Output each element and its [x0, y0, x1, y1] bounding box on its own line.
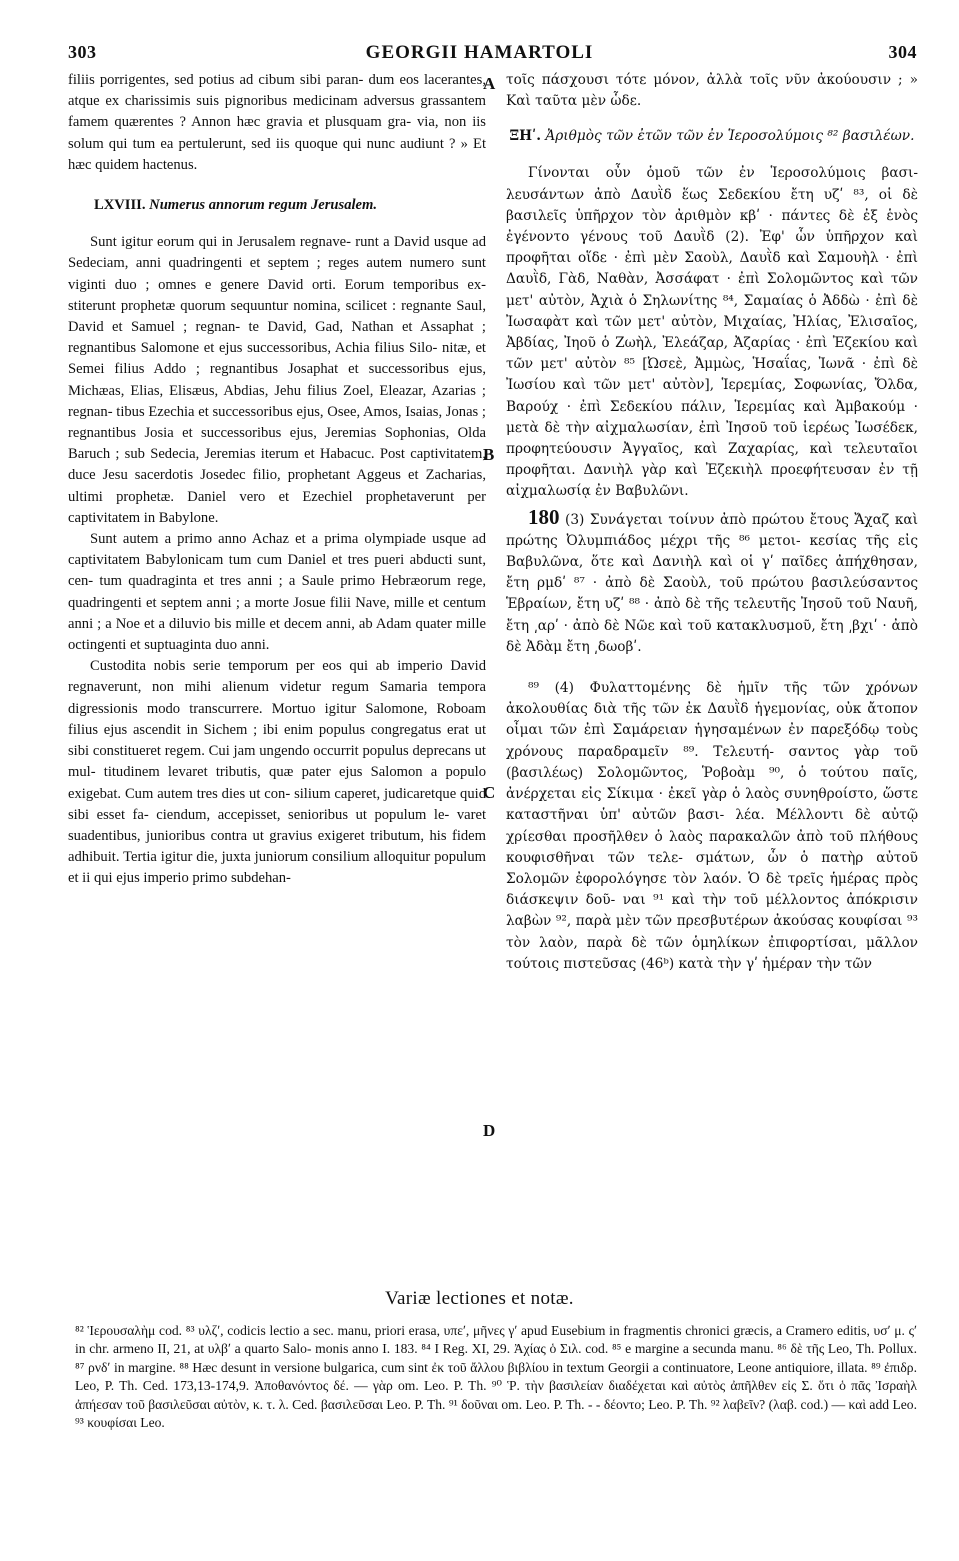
greek-paragraph-continued: τοῖς πάσχουσι τότε μόνον, ἀλλὰ τοῖς νῦν ἀκούουσιν ; » Καὶ ταῦτα μὲν ὧδε.	[506, 72, 918, 110]
greek-column	[506, 70, 918, 975]
latin-paragraph-continued: filiis porrigentes, sed potius ad cibum sibi paran- dum eos lacerantes, atque ex charissimis suis pignoribus medicinam adversus grassantem famem quærentes ? Annon hæc gravia et plusquam gra- via, non iis solum qui tum ea pertulerunt, sed iis quoque qui nunc audiunt ? » Et hæc quidem hactenus.	[68, 72, 486, 173]
latin-section-title: Numerus annorum regum Jerusalem.	[149, 197, 378, 214]
latin-section-heading	[68, 195, 486, 216]
notes-heading: Variæ lectiones et notæ.	[385, 1288, 574, 1309]
latin-section-number: LXVIII.	[94, 197, 146, 214]
latin-paragraph: Sunt autem a primo anno Achaz et a prima olympiade usque ad captivitatem Babylonicam tum cum Daniel et tres pueri abducti sunt, cen- tum quadraginta et tres anni ; a Saule primo Hebræorum rege, quadringenti et septem anni ; a morte Josue filii Nave, mille et centum anni ; a Noe et a diluvio bis mille et decem anni, ab Adam quater mille octingenti et suptuaginta duo anni.	[68, 531, 486, 654]
latin-paragraph: Sunt igitur eorum qui in Jerusalem regnave- runt a David usque ad Sedeciam, anni quadringenti et septem ; reges autem numero sunt viginti duo ; omnes e genere David orti. Eorum temporibus ex- stiterunt prophetæ quorum sequuntur nomina, scilicet : regnante Saul, David et Samuel ; regnan- te David, Gad, Nathan et Assaphat ; regnantibus Salomone et ejus successoribus, Achia filius Silo- nitæ, et Semei filius Addo ; regnantibus Josaphat et successoribus ejus, Michæas, Elias, Elisæus, Abdias, Jehu filius Zoel, Eleazar, Azarias ; regnan- tibus Ezechia et successoribus ejus, Osee, Amos, Isaias, Jonas ; regnantibus Josia et successoribus ejus, Jeremias Sophonias, Olda Baruch ; sub Sedecia, Jeremias iterum et Habacuc. Post captivitatem, duce Jesu sacerdotis Josedec filio, prophetant Aggeus et Zacharias, ultimi prophetæ. Daniel vero et Ezechiel prophetaverunt per captivitatem in Babylone.	[68, 234, 486, 526]
spacer	[506, 658, 918, 678]
notes-body: ⁸² Ἱερουσαλὴμ cod. ⁸³ υλζʹ, codicis lectio a sec. manu, priori erasa, υπεʹ, μῆνες γʹ apud Eusebium in fragmentis chronici græcis, a Cramero editis, υσʹ μ. ςʹ in chr. armeno II, 21, at υλβʹ a quarto Salo- monis anno I. 183. ⁸⁴ I Reg. XI, 29. Ἀχίας ὁ Σιλ. cod. ⁸⁵ e margine a secunda manu. ⁸⁶ δὲ τῆς Leo, Th. Pollux. ⁸⁷ ρνδʹ in margine. ⁸⁸ Hæc desunt in versione bulgarica, cum sint ἐκ τοῦ ἄλλου βιβλίου in textum Georgii a continuatore, Leone antiquiore, illata. ⁸⁹ ἐπιδρ. Leo, P. Th. Ced. 173,13-174,9. Ἀποθανόντος δέ. — γὰρ om. Leo. P. Th. ⁹⁰ Ῥ. τὴν βασιλείαν διαδέχεται καὶ αὐτὸς ἀπῆλθεν εἰς Σ. ὅτι ὁ πᾶς Ἰσραὴλ ἀπήεσαν τοῦ βασιλεῦσαι αὐτὸν, κ. τ. λ. Ced. βασιλεῦσαι Leo. P. Th. ⁹¹ δοῦναι om. Leo. P. Th. - - δέοντο; Leo. P. Th. ⁹² λαβεῖν? (λαβ. cod.) — καὶ add Leo. ⁹³ κουφίσαι Leo.	[75, 1323, 917, 1431]
latin-paragraph: Custodita nobis serie temporum per eos qui ab imperio David regnaverunt, non mihi alienum videtur regum Samaria tempora digressionis modo transcurrere. Mortuo igitur Salomone, Roboam filius ejus ascendit in Sichem ; ibi enim populus congregatus erat ut sibi constitueret regem. Cui jam ungendo occurrit populus deprecans ut mul- titudinem levaret tributis, quæ pater ejus Salomon a populo exigebat. Cum autem tres dies ut con- silium caperet, judicaretque quid sibi esset fa- ciendum, accepisset, senioribus ut populum le- varet suadentibus, junioribus contra ut gravius exigeret tributum, his fidem adhibuit. Tertia igitur die, juxta juniorum consilium alloquitur populum et ii qui ejus imperio primo subdehan-	[68, 658, 486, 887]
latin-column	[68, 70, 486, 890]
running-title: GEORGII HAMARTOLI	[365, 42, 594, 63]
greek-section-number: ΞΗʹ.	[509, 128, 542, 145]
greek-section-heading	[506, 126, 918, 146]
greek-paragraph: Γίνονται οὖν ὁμοῦ τῶν ἐν Ἱεροσολύμοις βασι- λευσάντων ἀπὸ Δαυῒδ ἕως Σεδεκίου ἔτη υζʹ ⁸³, οἱ δὲ βασιλεῖς ὑπῆρχον τὸν ἀριθμὸν κβʹ · πάντες δὲ ἐξ ἑνὸς ἐγένοντο γένους τοῦ Δαυῒδ (2). Ἐφ' ὧν ὑπῆρχον καὶ προφῆται οἵδε · ἐπὶ μὲν Σαοὺλ, Δαυῒδ καὶ Σαμουὴλ · ἐπὶ Δαυῒδ, Γὰδ, Ναθὰν, Ἀσσάφατ · ἐπὶ Σολομῶντος καὶ τῶν μετ' αὐτὸν, Ἀχιὰ ὁ Σηλωνίτης ⁸⁴, Σαμαίας ὁ Ἀδδὼ · ἐπὶ δὲ Ἰωσαφὰτ καὶ τῶν μετ' αὐτὸν, Μιχαίας, Ἠλίας, Ἐλισαῖος, Ἀβδίας, Ἰηοῦ ὁ Ζωὴλ, Ἐλεάζαρ, Ἀζαρίας · ἐπὶ Ἐζεκίου καὶ τῶν μετ' αὐτὸν ⁸⁵ [Ὠσεὲ, Ἀμμὼς, Ἡσαΐας, Ἰωνᾶ · ἐπὶ δὲ Ἰωσίου καὶ τῶν μετ' αὐτὸν], Ἱερεμίας, Σοφωνίας, Ὄλδα, Βαρούχ · ἐπὶ Σεδεκίου πάλιν, Ἱερεμίας καὶ Ἀμβακούμ · μετὰ δὲ τὴν αἰχμαλωσίαν, ἐπὶ Ἰησοῦ τοῦ ἱερέως Ἰωσέδεκ, προφητεύουσιν Ἀγγαῖος, καὶ Ζαχαρίας, καὶ τελευταῖοι προφῆται. Δανιὴλ γὰρ καὶ Ἐζεκιὴλ προεφήτευσαν ἐν τῇ αἰχμαλωσίᾳ ἐν Βαβυλῶνι.	[506, 165, 918, 500]
page-number-right: 304	[888, 42, 917, 62]
section-number-180: 180	[528, 504, 560, 529]
margin-letter-d: D	[483, 1121, 496, 1140]
margin-letter-a: A	[483, 74, 496, 93]
greek-paragraph: ⁸⁹ (4) Φυλαττομένης δὲ ἡμῖν τῆς τῶν χρόνων ἀκολουθίας διὰ τῆς τῶν ἐκ Δαυῒδ ἡγεμονίας, οὐκ ἄτοπον οἶμαι τῶν ἐπὶ Σαμάρειαν ἡγησαμένων ἐν παρεξόδῳ τοὺς χρόνους παραδραμεῖν ⁸⁹. Τελευτή- σαντος γὰρ τοῦ (βασιλέως) Σολομῶντος, Ῥοβοὰμ ⁹⁰, ὁ τούτου παῖς, ἀνέρχεται εἰς Σίκιμα · ἐκεῖ γὰρ ὁ λαὸς συνηθροίστο, ὥστε καταστῆναι ὑπ' αὐτῶν βασι- λέα. Μέλλοντι δὲ αὐτῷ χρίεσθαι προσῆλθεν ὁ λαὸς παρακαλῶν ἀπὸ τοῦ πλήθους κουφισθῆναι τῶν τελε- σμάτων, ὧν ὁ πατὴρ αὐτοῦ Σολομῶν ἐφορολόγησε τὸν λαόν. Ὁ δὲ τρεῖς ἡμέρας πρὸς διάσκεψιν δοῦ- ναι ⁹¹ καὶ τὴν τοῦ μέλλοντος ἀπόκρισιν λαβὼν ⁹², παρὰ μὲν τῶν πρεσβυτέρων ἀκούσας κουφίσαι ⁹³ τὸν λαὸν, παρὰ δὲ τῶν ὁμηλίκων ἐπιφορτίσαι, μᾶλλον τούτοις πιστεῦσας (46ᵇ) κατὰ τὴν γʹ ἡμέραν τὴν τῶν	[506, 680, 918, 972]
page-number-left: 303	[68, 42, 97, 62]
greek-paragraph-text: (3) Συνάγεται τοίνυν ἀπὸ πρώτου ἔτους Ἄχαζ καὶ πρώτης Ὀλυμπιάδος μέχρι τῆς ⁸⁶ μετοι- κεσίας τῆς εἰς Βαβυλῶνα, ὅτε καὶ Δανιὴλ καὶ οἱ γʹ παῖδες ἀπήχθησαν, ἔτη ρμδʹ ⁸⁷ · ἀπὸ δὲ Σαοὺλ, τοῦ πρώτου βασιλεύσαντος Ἑβραίων, ἔτη υζʹ ⁸⁸ · ἀπὸ δὲ τῆς τελευτῆς Ἰησοῦ τοῦ Ναυῆ, ἔτη ͵αρʹ · ἀπὸ δὲ Νῶε καὶ τοῦ κατακλυσμοῦ, ἔτη ͵βχιʹ · ἀπὸ δὲ Ἀδὰμ ἔτη ͵δωοβʹ.	[506, 511, 918, 655]
margin-letter-c: C	[483, 783, 496, 802]
greek-section-title: Ἀριθμὸς τῶν ἐτῶν τῶν ἐν Ἱεροσολύμοις ⁸² βασιλέων.	[545, 128, 915, 145]
greek-paragraph	[506, 504, 918, 658]
margin-letter-b: B	[483, 445, 495, 464]
